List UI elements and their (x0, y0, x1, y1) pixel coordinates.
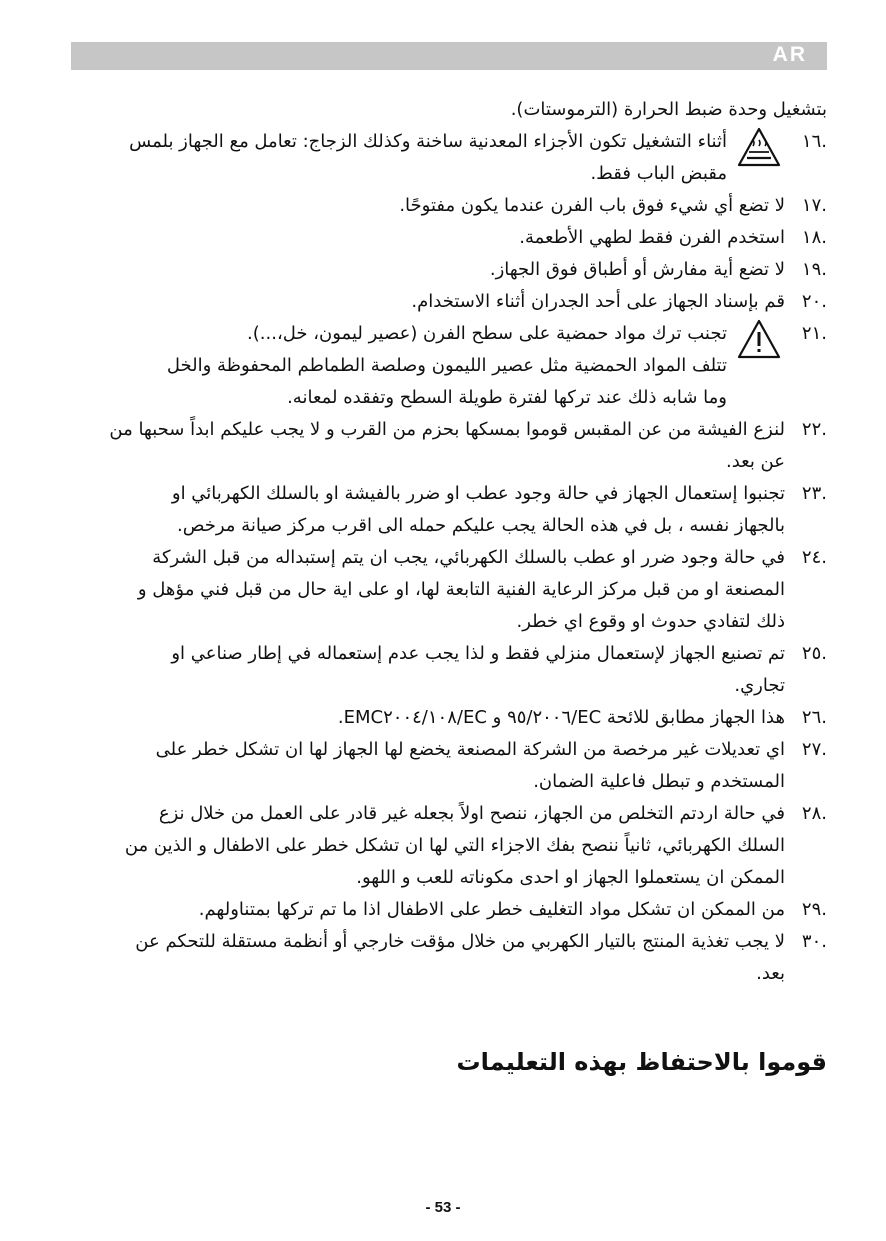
item-line: هذا الجهاز مطابق للائحة EC/٩٥/٢٠٠٦ و EC/١٠٨/EMC٢٠٠٤. (337, 707, 785, 728)
item-line: المصنعة او من قبل مركز الرعاية الفنية التابعة لها، او على اية حال من قبل فني مؤهل و (137, 579, 785, 600)
item-line: اي تعديلات غير مرخصة من الشركة المصنعة يخضع لها الجهاز لها ان تشكل خطر على (155, 739, 785, 760)
item-line: عن بعد. (725, 451, 785, 472)
list-item (71, 926, 827, 990)
item-line: الممكن ان يستعملوا الجهاز او احدى مكوناته للعب و اللهو. (356, 867, 785, 888)
item-line: لا تضع أي شيء فوق باب الفرن عندما يكون مفتوحًا. (399, 195, 785, 216)
intro-line: بتشغيل وحدة ضبط الحرارة (الترموستات). (510, 99, 827, 120)
page-number: - 53 - (425, 1199, 461, 1216)
item-line: استخدم الفرن فقط لطهي الأطعمة. (519, 227, 785, 248)
item-number: .١٦ (801, 131, 827, 152)
item-number: .١٩ (801, 259, 827, 280)
hot-surface-warning-icon (737, 126, 781, 168)
closing-heading: قوموا بالاحتفاظ بهذه التعليمات (456, 1048, 827, 1076)
list-item (71, 318, 827, 414)
language-code: AR (772, 43, 807, 66)
item-line: لا تضع أية مفارش أو أطباق فوق الجهاز. (489, 259, 785, 280)
list-item (71, 222, 827, 254)
item-number: .٣٠ (801, 931, 827, 952)
list-item (71, 190, 827, 222)
item-line: بعد. (756, 963, 785, 984)
item-line: المستخدم و تبطل فاعلية الضمان. (533, 771, 785, 792)
list-item (71, 254, 827, 286)
item-line: لنزع الفيشة من عن المقبس قوموا بمسكها بحزم من القرب و لا يجب عليكم ابداً سحبها من (109, 419, 785, 440)
item-number: .١٧ (801, 195, 827, 216)
list-item (71, 638, 827, 702)
item-line: تجنب ترك مواد حمضية على سطح الفرن (عصير ليمون، خل،...). (247, 323, 727, 344)
header-bar (71, 42, 827, 70)
item-line: تجاري. (734, 675, 785, 696)
item-number: .٢٠ (801, 291, 827, 312)
list-item (71, 414, 827, 478)
item-line: من الممكن ان تشكل مواد التغليف خطر على الاطفال اذا ما تم تركها بمتناولهم. (198, 899, 785, 920)
list-item (71, 126, 827, 190)
general-warning-icon (737, 318, 781, 360)
item-number: .٢٤ (801, 547, 827, 568)
item-number: .٢١ (801, 323, 827, 344)
item-line: ذلك لتفادي حدوث او وقوع اي خطر. (516, 611, 785, 632)
item-number: .٢٥ (801, 643, 827, 664)
item-number: .٢٣ (801, 483, 827, 504)
item-line: في حالة وجود ضرر او عطب بالسلك الكهربائي، يجب ان يتم إستبداله من قبل الشركة (152, 547, 785, 568)
list-item (71, 734, 827, 798)
item-line: بالجهاز نفسه ، بل في هذه الحالة يجب عليكم حمله الى اقرب مركز صيانة مرخص. (176, 515, 785, 536)
item-number: .٢٩ (801, 899, 827, 920)
list-item (71, 702, 827, 734)
item-line: أثناء التشغيل تكون الأجزاء المعدنية ساخنة وكذلك الزجاج: تعامل مع الجهاز بلمس (129, 131, 727, 152)
item-number: .١٨ (801, 227, 827, 248)
list-item (71, 286, 827, 318)
item-line: تجنبوا إستعمال الجهاز في حالة وجود عطب او ضرر بالفيشة او بالسلك الكهربائي او (171, 483, 785, 504)
list-item (71, 542, 827, 638)
list-item (71, 478, 827, 542)
item-line: تتلف المواد الحمضية مثل عصير الليمون وصلصة الطماطم المحفوظة والخل (166, 355, 727, 376)
item-line: تم تصنيع الجهاز لإستعمال منزلي فقط و لذا يجب عدم إستعماله في إطار صناعي او (171, 643, 785, 664)
item-number: .٢٦ (801, 707, 827, 728)
list-item (71, 894, 827, 926)
item-number: .٢٧ (801, 739, 827, 760)
item-line: وما شابه ذلك عند تركها لفترة طويلة السطح وتفقده لمعانه. (287, 387, 727, 408)
item-line: لا يجب تغذية المنتج بالتيار الكهربي من خلال مؤقت خارجي أو أنظمة مستقلة للتحكم عن (135, 931, 785, 952)
item-line: مقبض الباب فقط. (590, 163, 727, 184)
item-number: .٢٢ (801, 419, 827, 440)
item-number: .٢٨ (801, 803, 827, 824)
item-line: السلك الكهربائي، ثانياً ننصح بفك الاجزاء التي لها ان تشكل خطر على الاطفال و الذين من (124, 835, 785, 856)
item-line: في حالة اردتم التخلص من الجهاز، ننصح اولاً بجعله غير قادر على العمل من خلال نزع (158, 803, 785, 824)
item-line: قم بإسناد الجهاز على أحد الجدران أثناء الاستخدام. (411, 291, 785, 312)
list-item (71, 798, 827, 894)
instructions-list (71, 94, 827, 990)
